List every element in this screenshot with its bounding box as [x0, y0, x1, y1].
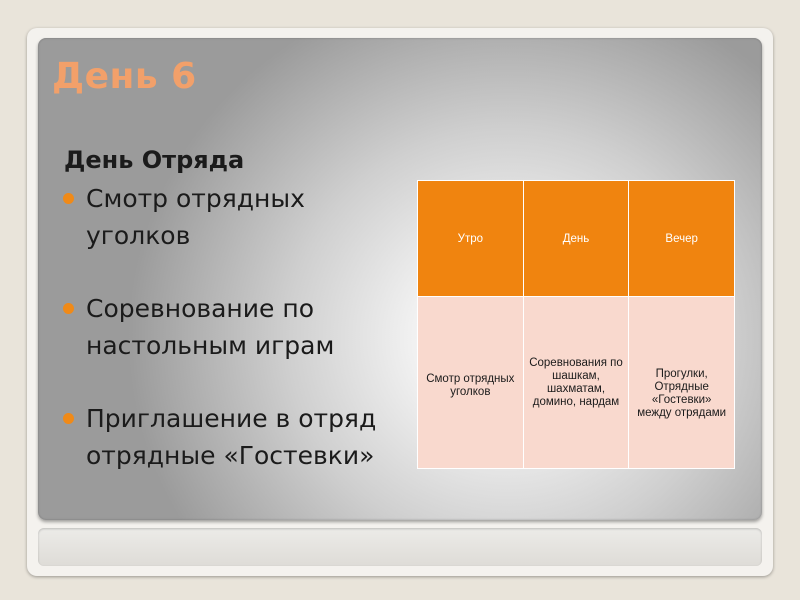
slide-title: День 6 [52, 56, 197, 97]
schedule-table [417, 180, 735, 469]
cell-evening: Прогулки, Отрядные «Гостевки» между отрядами [629, 297, 735, 469]
bullet-text: Приглашение в отряд отрядные «Гостевки» [86, 404, 377, 470]
bullet-dot-icon [63, 193, 74, 204]
slide-panel [38, 38, 762, 520]
bullet-item [62, 180, 402, 254]
bullet-text: Смотр отрядных уголков [86, 184, 305, 250]
bullet-dot-icon [63, 413, 74, 424]
bullet-text: Соревнование по настольным играм [86, 294, 335, 360]
header-morning: Утро [418, 181, 524, 297]
cell-day: Соревнования по шашкам, шахматам, домино, нардам [523, 297, 629, 469]
slide-subheading: День Отряда [64, 146, 245, 174]
bullet-item [62, 400, 402, 474]
header-day: День [523, 181, 629, 297]
slide-content [62, 146, 402, 474]
table-header-row [418, 181, 735, 297]
slide-bottom-bar [38, 528, 762, 566]
header-evening: Вечер [629, 181, 735, 297]
cell-morning: Смотр отрядных уголков [418, 297, 524, 469]
bullet-list [62, 180, 402, 474]
bullet-item [62, 290, 402, 364]
table-row [418, 297, 735, 469]
bullet-dot-icon [63, 303, 74, 314]
